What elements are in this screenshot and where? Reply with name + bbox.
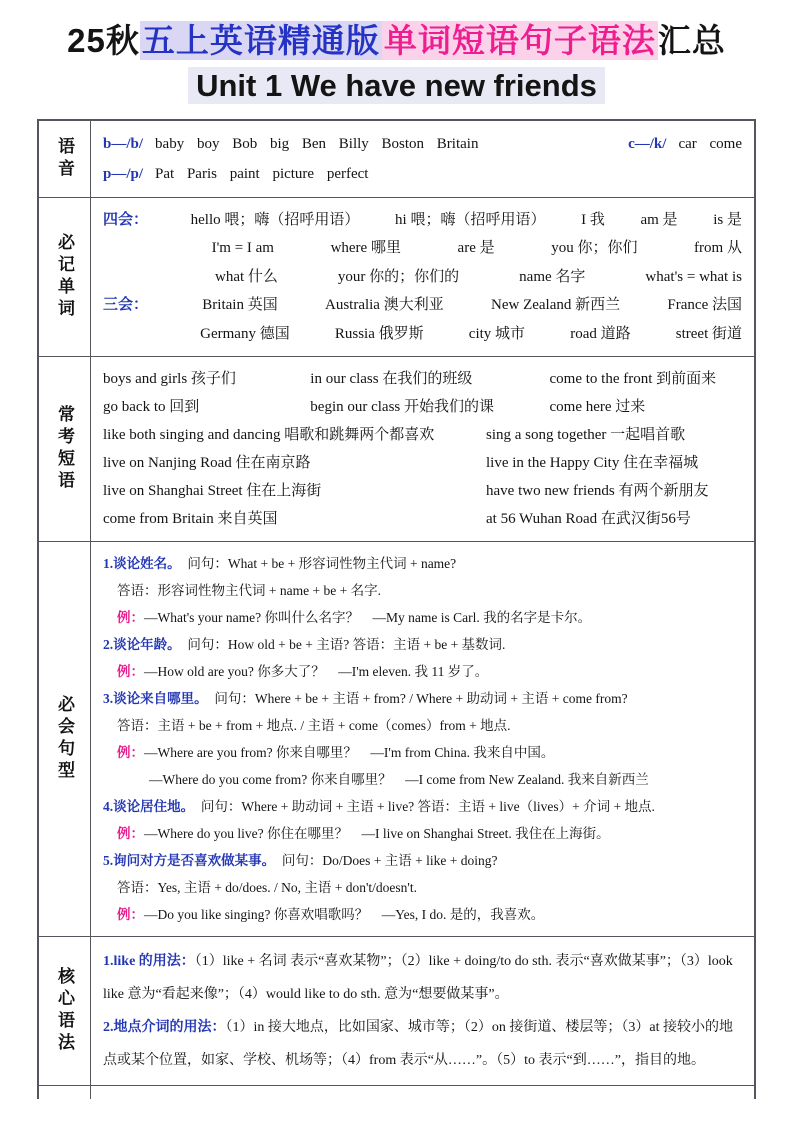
phrase-item: go back to 回到 <box>103 399 200 416</box>
row-content-patterns <box>91 542 754 936</box>
partial-next-row <box>39 1085 754 1099</box>
phrases-line <box>103 365 742 393</box>
text-segment: 三会： <box>103 297 149 314</box>
title-suffix: 汇总 <box>657 22 726 59</box>
text-segment: —Where do you live? 你住在哪里？ —I live on Shanghai Street. 我住在上海街。 <box>144 826 610 842</box>
text-segment: 答语：形容词性物主代词 + name + be + 名字. <box>117 583 381 599</box>
phrase-item: sing a song together 一起唱首歌 <box>486 427 686 444</box>
text-segment: 4.谈论居住地。 <box>103 799 188 815</box>
text-segment: 例： <box>117 745 144 761</box>
phrases-line <box>103 421 742 449</box>
text-segment: baby boy Bob big Ben Billy Boston Britain <box>155 135 479 152</box>
text-segment: what's = what is <box>645 268 742 285</box>
unit-title-text: Unit 1 We have new friends <box>188 67 605 104</box>
text-segment: car come <box>678 135 742 152</box>
text-segment: hi 喂；嗨（招呼用语） <box>395 211 546 228</box>
words-line <box>103 234 742 263</box>
text-segment: 1.谈论姓名。 <box>103 556 174 572</box>
phrase-item: at 56 Wuhan Road 在武汉街56号 <box>486 511 691 528</box>
phrase-item: come from Britain 来自英国 <box>103 511 278 528</box>
phrase-item: have two new friends 有两个新朋友 <box>486 483 709 500</box>
text-segment: 1.like 的用法： <box>103 954 195 970</box>
row-content-grammar <box>91 937 754 1085</box>
phrases-line <box>103 449 742 477</box>
text-segment: road 道路 <box>570 325 631 342</box>
text-segment: 3.谈论来自哪里。 <box>103 691 201 707</box>
text-segment: am 是 <box>640 211 678 228</box>
row-label-text: 必会句型 <box>55 695 74 784</box>
phrase-item: live on Shanghai Street 住在上海街 <box>103 483 322 500</box>
text-segment: is 是 <box>713 211 742 228</box>
partial-next-row-label <box>39 1086 91 1099</box>
text-segment: —How old are you? 你多大了？ —I'm eleven. 我 11 岁了。 <box>144 664 489 680</box>
text-segment: I 我 <box>581 211 605 228</box>
grammar-line <box>103 945 742 1011</box>
row-content-words <box>91 198 754 357</box>
text-segment: b—/b/ <box>103 135 144 152</box>
text-segment: New Zealand 新西兰 <box>491 297 621 314</box>
patterns-line <box>103 766 742 793</box>
text-segment: Pat Paris paint picture perfect <box>155 165 369 182</box>
title-pink-highlight: 单词短语句子语法 <box>383 22 656 59</box>
patterns-line <box>103 631 742 658</box>
row-label-grammar <box>39 937 91 1085</box>
words-line <box>103 291 742 320</box>
phrase-item: in our class 在我们的班级 <box>310 371 473 388</box>
patterns-line <box>103 577 742 604</box>
row-label-words <box>39 198 91 357</box>
row-phrases <box>39 356 754 541</box>
text-segment: what 什么 <box>215 268 278 285</box>
text-segment: 四会： <box>103 211 149 228</box>
text-segment: I'm = I am <box>211 240 274 257</box>
text-segment: 例： <box>117 826 144 842</box>
text-segment: 问句：Where + 助动词 + 主语 + live? 答语：主语 + live（lives）+ 介词 + 地点. <box>187 799 655 815</box>
phrases-line <box>103 477 742 505</box>
text-segment: your 你的；你们的 <box>337 268 460 285</box>
row-label-text: 语音 <box>55 136 74 181</box>
text-segment: 例： <box>117 907 144 923</box>
words-line <box>103 206 742 235</box>
text-segment: p—/p/ <box>103 165 144 182</box>
row-words <box>39 197 754 357</box>
phrase-item: boys and girls 孩子们 <box>103 371 236 388</box>
row-phonetics <box>39 121 754 197</box>
text-segment: are 是 <box>457 240 495 257</box>
text-segment: Russia 俄罗斯 <box>334 325 424 342</box>
unit-title <box>37 65 756 107</box>
text-segment: 例： <box>117 664 144 680</box>
words-line <box>103 263 742 292</box>
phrase-item: begin our class 开始我们的课 <box>310 399 495 416</box>
text-segment: 问句：Where + be + 主语 + from? / Where + 助动词 + 主语 + come from? <box>200 691 628 707</box>
row-label-text: 常考短语 <box>55 405 74 494</box>
text-segment: 2.谈论年龄。 <box>103 637 174 653</box>
text-segment: France 法国 <box>667 297 742 314</box>
text-segment: Britain 英国 <box>202 297 278 314</box>
patterns-line <box>103 847 742 874</box>
row-content-phrases <box>91 357 754 541</box>
text-segment: （1）like + 名词 表示“喜欢某物”；（2）like + doing/to do sth. 表示“喜欢做某事”；（3）look like 意为“看起来像”；（4）would like to do sth. 意为“想要做某事”。 <box>103 954 733 1003</box>
text-segment: —Where do you come from? 你来自哪里？ —I come from New Zealand. 我来自新西兰 <box>149 772 649 788</box>
words-line <box>103 320 742 349</box>
title-blue-highlight: 五上英语精通版 <box>141 22 380 59</box>
text-segment: 答语：Yes, 主语 + do/does. / No, 主语 + don't/doesn't. <box>117 880 417 896</box>
text-segment: street 街道 <box>675 325 742 342</box>
row-label-text: 核心语法 <box>55 967 74 1056</box>
phonetics-line <box>103 129 742 159</box>
page-title <box>37 20 756 63</box>
patterns-line <box>103 739 742 766</box>
patterns-line <box>103 874 742 901</box>
phrases-line <box>103 393 742 421</box>
phrase-item: like both singing and dancing 唱歌和跳舞两个都喜欢 <box>103 427 435 444</box>
text-segment: you 你；你们 <box>551 240 638 257</box>
row-content-phonetics <box>91 121 754 197</box>
text-segment: 例： <box>117 610 144 626</box>
row-label-text: 必记单词 <box>55 232 74 321</box>
text-segment: 答语：主语 + be + from + 地点. / 主语 + come（comes）from + 地点. <box>117 718 511 734</box>
phonetics-line <box>103 159 742 189</box>
patterns-line <box>103 658 742 685</box>
phrase-item: live in the Happy City 住在幸福城 <box>486 455 699 472</box>
row-patterns <box>39 541 754 936</box>
patterns-line <box>103 793 742 820</box>
patterns-line <box>103 550 742 577</box>
text-segment: name 名字 <box>519 268 586 285</box>
row-grammar <box>39 936 754 1085</box>
phrase-item: come here 过来 <box>549 399 646 416</box>
text-segment: from 从 <box>694 240 742 257</box>
partial-next-row-content <box>91 1086 754 1102</box>
text-segment: c—/k/ <box>628 135 667 152</box>
row-label-patterns <box>39 542 91 936</box>
phrase-item: live on Nanjing Road 住在南京路 <box>103 455 311 472</box>
patterns-line <box>103 901 742 928</box>
patterns-line <box>103 820 742 847</box>
text-segment: —Do you like singing? 你喜欢唱歌吗？ —Yes, I do. 是的，我喜欢。 <box>144 907 545 923</box>
text-segment: 问句：How old + be + 主语? 答语：主语 + be + 基数词. <box>173 637 506 653</box>
text-segment: Germany 德国 <box>200 325 290 342</box>
summary-table <box>37 119 756 1100</box>
text-segment: （1）in 接大地点，比如国家、城市等；（2）on 接街道、楼层等；（3）at 接较小的地点或某个位置，如家、学校、机场等；（4）from 表示“从……”。（5）to 表示“到……”，指目的地。 <box>103 1020 733 1069</box>
text-segment: Australia 澳大利亚 <box>324 297 444 314</box>
text-segment: city 城市 <box>468 325 526 342</box>
row-label-phonetics <box>39 121 91 197</box>
phrase-item: come to the front 到前面来 <box>549 371 717 388</box>
phrases-line <box>103 505 742 533</box>
patterns-line <box>103 604 742 631</box>
patterns-line <box>103 685 742 712</box>
text-segment: hello 喂；嗨（招呼用语） <box>190 211 360 228</box>
title-prefix: 25秋 <box>67 22 140 59</box>
text-segment: —What's your name? 你叫什么名字？ —My name is Carl. 我的名字是卡尔。 <box>144 610 592 626</box>
text-segment: where 哪里 <box>330 240 401 257</box>
text-segment: 2.地点介词的用法： <box>103 1020 226 1036</box>
grammar-line <box>103 1011 742 1077</box>
text-segment: —Where are you from? 你来自哪里？ —I'm from China. 我来自中国。 <box>144 745 555 761</box>
text-segment: 问句：Do/Does + 主语 + like + doing? <box>268 853 498 869</box>
text-segment: 5.询问对方是否喜欢做某事。 <box>103 853 269 869</box>
patterns-line <box>103 712 742 739</box>
row-label-phrases <box>39 357 91 541</box>
text-segment: 问句：What + be + 形容词性物主代词 + name? <box>173 556 457 572</box>
